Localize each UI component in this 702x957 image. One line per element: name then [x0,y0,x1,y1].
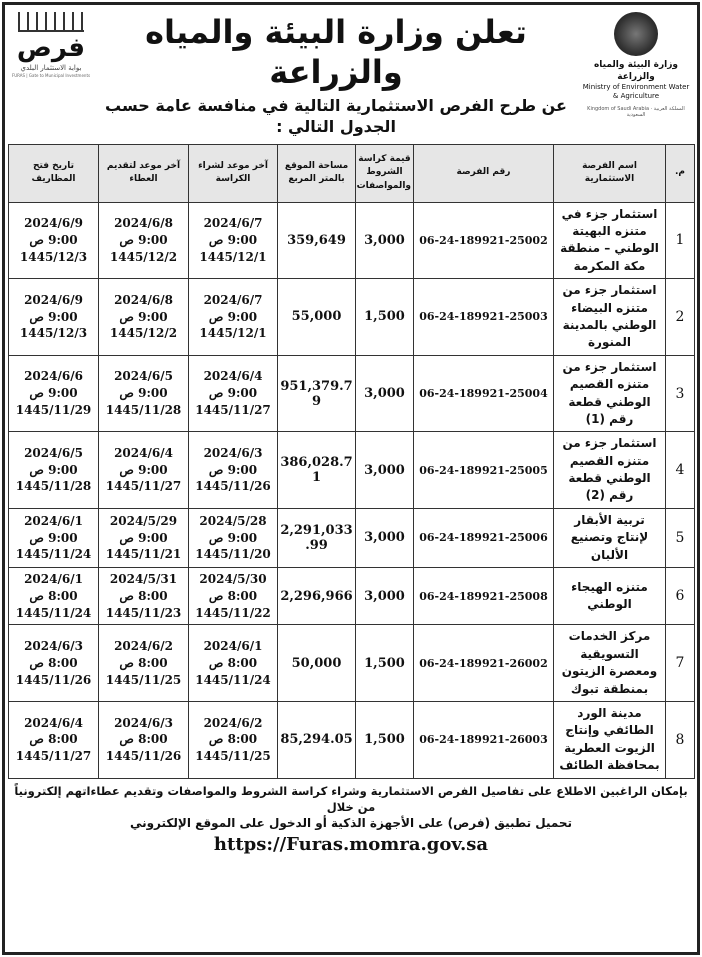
opportunity-name: مركز الخدمات التسويقية ومعصرة الزيتون بمنطقة تبوك [554,625,666,702]
furas-logo [10,12,92,78]
gregorian-date: 2024/6/2 [203,715,263,730]
hijri-date: 1445/11/26 [15,672,92,687]
purchase-date [189,432,278,509]
gregorian-date: 2024/6/1 [24,572,83,587]
time: 8:00 ص [29,732,78,747]
row-index: 3 [666,355,695,432]
submit-date [99,202,189,279]
gregorian-date: 2024/6/9 [24,216,83,231]
hijri-date: 1445/11/26 [195,479,271,494]
purchase-date [189,701,278,778]
time: 9:00 ص [29,232,78,247]
opportunity-number: 06-24-189921-25005 [414,432,554,509]
table-row [9,432,695,509]
submit-date [99,568,189,625]
furas-wordmark: فرص [16,33,86,63]
opportunity-name: استثمار جزء من متنزه القصيم الوطني قطعة رقم (1) [554,355,666,432]
hijri-date: 1445/12/3 [19,249,88,264]
time: 8:00 ص [29,588,78,603]
booklet-price: 1,500 [356,701,414,778]
row-index: 8 [666,701,695,778]
table-row [9,625,695,702]
submit-date [99,432,189,509]
submit-date [99,508,189,567]
hijri-date: 1445/11/28 [105,402,182,417]
purchase-date [189,279,278,356]
table-row [9,701,695,778]
open-date [9,625,99,702]
time: 9:00 ص [208,309,258,324]
hijri-date: 1445/11/27 [195,402,271,417]
column-header: آخر موعد لشراء الكراسة [189,144,278,202]
hijri-date: 1445/11/22 [195,605,271,620]
submit-date [99,625,189,702]
gregorian-date: 2024/6/2 [114,638,173,653]
column-header: آخر موعد لتقديم العطاء [99,144,189,202]
footer-line-2: تحميل تطبيق (فرص) على الأجهزة الذكية أو الدخول على الموقع الإلكتروني [129,815,573,830]
submit-date [99,701,189,778]
time: 9:00 ص [208,530,258,545]
ministry-logo [580,12,692,119]
row-index: 4 [666,432,695,509]
site-area: 85,294.05 [278,701,356,778]
booklet-price: 3,000 [356,568,414,625]
booklet-price: 3,000 [356,432,414,509]
opportunities-table [8,144,695,779]
hijri-date: 1445/12/2 [109,249,178,264]
column-header: م. [666,144,695,202]
page-title: تعلن وزارة البيئة والمياه والزراعة [145,13,527,91]
gregorian-date: 2024/6/6 [24,369,83,384]
time: 9:00 ص [29,530,78,545]
time: 9:00 ص [119,530,168,545]
time: 9:00 ص [208,232,258,247]
opportunity-number: 06-24-189921-25002 [414,202,554,279]
opportunity-name: متنزه الهيجاء الوطني [554,568,666,625]
row-index: 2 [666,279,695,356]
hijri-date: 1445/11/27 [15,749,92,764]
time: 9:00 ص [208,462,258,477]
hijri-date: 1445/11/20 [195,547,271,562]
row-index: 5 [666,508,695,567]
ministry-name-ar: وزارة البيئة والمياه والزراعة [593,60,679,82]
opportunity-number: 06-24-189921-26002 [414,625,554,702]
open-date [9,432,99,509]
opportunity-number: 06-24-189921-25008 [414,568,554,625]
skyline-icon [18,12,84,32]
opportunity-number: 06-24-189921-25003 [414,279,554,356]
time: 9:00 ص [119,232,168,247]
site-area: 50,000 [278,625,356,702]
purchase-date [189,625,278,702]
booklet-price: 3,000 [356,202,414,279]
hijri-date: 1445/11/27 [105,479,182,494]
open-date [9,279,99,356]
booklet-price: 1,500 [356,625,414,702]
gregorian-date: 2024/6/5 [114,369,173,384]
booklet-price: 3,000 [356,508,414,567]
opportunity-name: استثمار جزء من متنزه البيضاء الوطني بالمدينة المنورة [554,279,666,356]
time: 9:00 ص [119,462,168,477]
gregorian-date: 2024/6/1 [203,638,263,653]
gregorian-date: 2024/6/3 [203,445,263,460]
hijri-date: 1445/11/23 [105,605,182,620]
gregorian-date: 2024/6/4 [24,715,83,730]
hijri-date: 1445/11/24 [195,672,271,687]
table-row [9,279,695,356]
time: 8:00 ص [119,655,168,670]
hijri-date: 1445/11/25 [105,672,182,687]
column-header: رقم الفرصة [414,144,554,202]
time: 8:00 ص [208,732,258,747]
site-area: 386,028.71 [278,432,356,509]
site-area: 55,000 [278,279,356,356]
open-date [9,508,99,567]
hijri-date: 1445/11/26 [105,749,182,764]
ad-frame [2,2,700,955]
time: 8:00 ص [119,732,168,747]
open-date [9,202,99,279]
hijri-date: 1445/12/1 [199,249,267,264]
ministry-name-en: Ministry of Environment Water & Agriculture [582,83,690,101]
time: 9:00 ص [119,386,168,401]
table-header [9,144,695,202]
hijri-date: 1445/12/3 [19,326,88,341]
time: 9:00 ص [208,386,258,401]
column-header: قيمة كراسة الشروط والمواصفات [356,144,414,202]
gregorian-date: 2024/5/30 [199,572,267,587]
purchase-date [189,202,278,279]
footer-line-1: بإمكان الراغبين الاطلاع على تفاصيل الفرص الاستثمارية وشراء كراسة الشروط والمواصفات وتقديم عطاءاتهم إلكترونياً من خلال [14,783,688,814]
column-header: اسم الفرصة الاستثمارية [554,144,666,202]
table-row [9,508,695,567]
hijri-date: 1445/11/28 [15,479,92,494]
booklet-price: 3,000 [356,355,414,432]
hijri-date: 1445/11/21 [105,547,182,562]
furas-subtitle: بوابة الاستثمار البلدي [20,64,82,72]
gregorian-date: 2024/6/4 [114,445,173,460]
open-date [9,355,99,432]
site-area: 359,649 [278,202,356,279]
kingdom-label: Kingdom of Saudi Arabia · المملكة العربية السعودية [587,105,685,119]
time: 8:00 ص [208,588,258,603]
site-area: 2,296,966 [278,568,356,625]
site-area: 2,291,033.99 [278,508,356,567]
time: 8:00 ص [119,588,168,603]
time: 8:00 ص [29,655,78,670]
gregorian-date: 2024/6/7 [203,292,263,307]
opportunity-name: استثمار جزء من متنزه القصيم الوطني قطعة رقم (2) [554,432,666,509]
opportunity-name: استثمار جزء في متنزه البهيتة الوطني – منطقة مكة المكرمة [554,202,666,279]
hijri-date: 1445/12/1 [199,326,267,341]
booklet-price: 1,500 [356,279,414,356]
site-area: 951,379.79 [278,355,356,432]
hijri-date: 1445/12/2 [109,326,178,341]
palm-swords-emblem-icon [614,12,658,56]
gregorian-date: 2024/6/1 [24,513,83,528]
hijri-date: 1445/11/25 [195,749,271,764]
subtitle: عن طرح الفرص الاستثمارية التالية في منافسة عامة حسب الجدول التالي : [105,96,567,136]
column-header: مساحة الموقع بالمتر المربع [278,144,356,202]
purchase-date [189,568,278,625]
gregorian-date: 2024/6/8 [114,216,173,231]
time: 9:00 ص [29,386,78,401]
footer [8,783,694,857]
time: 9:00 ص [29,462,78,477]
gregorian-date: 2024/6/5 [24,445,83,460]
hijri-date: 1445/11/24 [15,605,92,620]
purchase-date [189,355,278,432]
opportunity-number: 06-24-189921-26003 [414,701,554,778]
gregorian-date: 2024/6/8 [114,292,173,307]
opportunity-number: 06-24-189921-25004 [414,355,554,432]
open-date [9,568,99,625]
purchase-date [189,508,278,567]
table-row [9,202,695,279]
time: 8:00 ص [208,655,258,670]
column-header: تاريخ فتح المظاريف [9,144,99,202]
row-index: 6 [666,568,695,625]
website-link[interactable]: https://Furas.momra.gov.sa [213,833,489,855]
hijri-date: 1445/11/29 [15,402,92,417]
opportunity-name: مدينة الورد الطائفي وإنتاج الزيوت العطرية بمحافظة الطائف [554,701,666,778]
gregorian-date: 2024/6/4 [203,369,263,384]
gregorian-date: 2024/6/3 [114,715,173,730]
time: 9:00 ص [119,309,168,324]
table-row [9,355,695,432]
gregorian-date: 2024/6/7 [203,216,263,231]
header-text [98,12,574,138]
opportunity-name: تربية الأبقار لإنتاج وتصنيع الألبان [554,508,666,567]
row-index: 1 [666,202,695,279]
gregorian-date: 2024/5/29 [109,513,178,528]
table-row [9,568,695,625]
hijri-date: 1445/11/24 [15,547,92,562]
opportunity-number: 06-24-189921-25006 [414,508,554,567]
furas-tagline: FURAS | Gate to Municipal Investments [11,73,91,79]
gregorian-date: 2024/5/31 [109,572,178,587]
submit-date [99,355,189,432]
open-date [9,701,99,778]
row-index: 7 [666,625,695,702]
gregorian-date: 2024/6/3 [24,638,83,653]
submit-date [99,279,189,356]
time: 9:00 ص [29,309,78,324]
gregorian-date: 2024/6/9 [24,292,83,307]
header [8,8,694,144]
gregorian-date: 2024/5/28 [199,513,267,528]
